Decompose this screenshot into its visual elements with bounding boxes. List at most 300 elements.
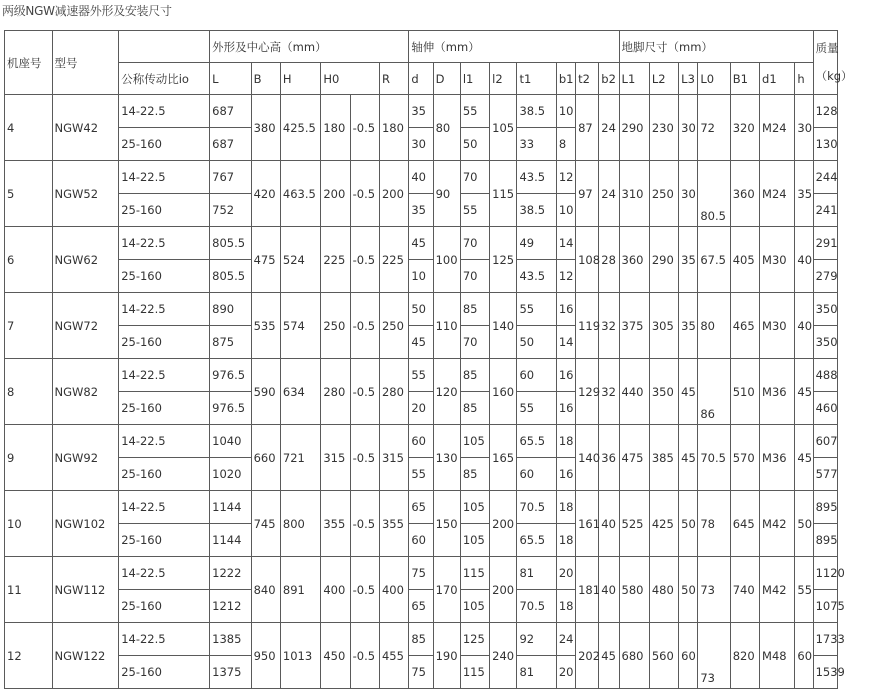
cell-t1: 55 xyxy=(517,293,556,326)
cell-d: 45 xyxy=(409,227,433,260)
table-row xyxy=(5,227,838,260)
header-blank xyxy=(119,31,210,63)
cell-d: 75 xyxy=(409,656,433,689)
cell-t1: 65.5 xyxy=(517,425,556,458)
cell-L: 890 xyxy=(210,293,251,326)
header-D: D xyxy=(433,63,460,95)
cell-L0: 86 xyxy=(698,359,730,425)
header-foot: 地脚尺寸（mm） xyxy=(619,31,813,63)
table-row xyxy=(5,293,838,326)
cell-d: 30 xyxy=(409,128,433,161)
header-L: L xyxy=(210,63,251,95)
cell-R: 280 xyxy=(379,359,408,425)
cell-d1: M48 xyxy=(760,623,795,689)
header-B1: B1 xyxy=(730,63,759,95)
cell-d: 50 xyxy=(409,293,433,326)
cell-b1: 16 xyxy=(556,392,575,425)
cell-D: 120 xyxy=(433,359,460,425)
cell-t2: 140 xyxy=(576,425,599,491)
cell-model: NGW62 xyxy=(52,227,119,293)
cell-D: 150 xyxy=(433,491,460,557)
cell-b1: 16 xyxy=(556,458,575,491)
cell-l2: 115 xyxy=(490,161,517,227)
cell-L2: 350 xyxy=(649,359,678,425)
cell-model: NGW92 xyxy=(52,425,119,491)
header-mass: 质量 （kg） xyxy=(813,31,837,95)
cell-l1: 105 xyxy=(460,425,489,458)
cell-tol: -0.5 xyxy=(350,293,379,359)
cell-l1: 105 xyxy=(460,491,489,524)
cell-L3: 50 xyxy=(679,557,698,623)
cell-l1: 70 xyxy=(460,161,489,194)
header-L0: L0 xyxy=(698,63,730,95)
header-H: H xyxy=(280,63,320,95)
cell-d: 75 xyxy=(409,557,433,590)
cell-frame: 11 xyxy=(5,557,53,623)
cell-L: 1040 xyxy=(210,425,251,458)
cell-l1: 85 xyxy=(460,293,489,326)
cell-frame: 4 xyxy=(5,95,53,161)
cell-B1: 570 xyxy=(730,425,759,491)
cell-l1: 55 xyxy=(460,95,489,128)
cell-t1: 81 xyxy=(517,557,556,590)
table-row xyxy=(5,623,838,656)
cell-ratio: 14-22.5 xyxy=(119,425,210,458)
cell-b2: 24 xyxy=(599,95,619,161)
cell-l2: 200 xyxy=(490,491,517,557)
cell-ratio: 14-22.5 xyxy=(119,95,210,128)
cell-h: 40 xyxy=(795,293,813,359)
cell-L: 976.5 xyxy=(210,392,251,425)
cell-L2: 250 xyxy=(649,161,678,227)
header-t1: t1 xyxy=(517,63,556,95)
cell-L0: 73 xyxy=(698,623,730,689)
cell-L: 1222 xyxy=(210,557,251,590)
cell-b2: 40 xyxy=(599,491,619,557)
cell-L3: 45 xyxy=(679,359,698,425)
cell-t1: 33 xyxy=(517,128,556,161)
cell-l1: 115 xyxy=(460,557,489,590)
cell-L0: 73 xyxy=(698,557,730,623)
cell-mass: 128 xyxy=(813,95,837,128)
cell-ratio: 25-160 xyxy=(119,260,210,293)
cell-b1: 16 xyxy=(556,359,575,392)
cell-b1: 18 xyxy=(556,590,575,623)
cell-L: 1385 xyxy=(210,623,251,656)
cell-ratio: 14-22.5 xyxy=(119,491,210,524)
cell-B1: 360 xyxy=(730,161,759,227)
header-R: R xyxy=(379,63,408,95)
cell-d: 65 xyxy=(409,590,433,623)
cell-l1: 70 xyxy=(460,326,489,359)
cell-H: 1013 xyxy=(280,623,320,689)
cell-mass: 607 xyxy=(813,425,837,458)
header-B: B xyxy=(251,63,280,95)
cell-d: 35 xyxy=(409,95,433,128)
cell-b2: 32 xyxy=(599,359,619,425)
cell-L2: 425 xyxy=(649,491,678,557)
header-d1: d1 xyxy=(760,63,795,95)
header-H0: H0 xyxy=(321,63,380,95)
cell-L: 687 xyxy=(210,128,251,161)
cell-t1: 50 xyxy=(517,326,556,359)
cell-t2: 202 xyxy=(576,623,599,689)
cell-B: 420 xyxy=(251,161,280,227)
cell-L1: 475 xyxy=(619,425,649,491)
header-L2: L2 xyxy=(649,63,678,95)
cell-frame: 5 xyxy=(5,161,53,227)
cell-L: 752 xyxy=(210,194,251,227)
cell-frame: 12 xyxy=(5,623,53,689)
cell-t2: 97 xyxy=(576,161,599,227)
cell-t1: 55 xyxy=(517,392,556,425)
cell-L0: 70.5 xyxy=(698,425,730,491)
cell-L3: 35 xyxy=(679,293,698,359)
cell-ratio: 25-160 xyxy=(119,458,210,491)
header-l2: l2 xyxy=(490,63,517,95)
header-L3: L3 xyxy=(679,63,698,95)
cell-L0: 72 xyxy=(698,95,730,161)
cell-d: 60 xyxy=(409,425,433,458)
cell-L2: 385 xyxy=(649,425,678,491)
cell-b1: 12 xyxy=(556,161,575,194)
header-b1: b1 xyxy=(556,63,575,95)
header-outline: 外形及中心高（mm） xyxy=(210,31,409,63)
cell-d1: M36 xyxy=(760,425,795,491)
cell-B: 535 xyxy=(251,293,280,359)
cell-d1: M30 xyxy=(760,293,795,359)
header-b2: b2 xyxy=(599,63,619,95)
table-row xyxy=(5,425,838,458)
header-L1: L1 xyxy=(619,63,649,95)
cell-L3: 50 xyxy=(679,491,698,557)
header-shaft: 轴伸（mm） xyxy=(409,31,619,63)
cell-b1: 24 xyxy=(556,623,575,656)
cell-ratio: 25-160 xyxy=(119,392,210,425)
cell-D: 110 xyxy=(433,293,460,359)
cell-L1: 375 xyxy=(619,293,649,359)
cell-h: 60 xyxy=(795,623,813,689)
cell-mass: 350 xyxy=(813,326,837,359)
cell-t1: 38.5 xyxy=(517,194,556,227)
cell-H: 891 xyxy=(280,557,320,623)
cell-tol: -0.5 xyxy=(350,227,379,293)
cell-ratio: 25-160 xyxy=(119,194,210,227)
cell-tol: -0.5 xyxy=(350,557,379,623)
cell-B: 745 xyxy=(251,491,280,557)
cell-B1: 820 xyxy=(730,623,759,689)
cell-tol: -0.5 xyxy=(350,359,379,425)
cell-ratio: 14-22.5 xyxy=(119,227,210,260)
cell-t2: 161 xyxy=(576,491,599,557)
cell-t2: 87 xyxy=(576,95,599,161)
cell-D: 90 xyxy=(433,161,460,227)
cell-B: 475 xyxy=(251,227,280,293)
cell-L1: 310 xyxy=(619,161,649,227)
cell-l1: 105 xyxy=(460,524,489,557)
cell-tol: -0.5 xyxy=(350,161,379,227)
cell-H0: 450 xyxy=(321,623,350,689)
cell-l1: 85 xyxy=(460,458,489,491)
cell-l1: 125 xyxy=(460,623,489,656)
cell-h: 30 xyxy=(795,95,813,161)
cell-l2: 125 xyxy=(490,227,517,293)
cell-model: NGW82 xyxy=(52,359,119,425)
cell-model: NGW42 xyxy=(52,95,119,161)
cell-l1: 50 xyxy=(460,128,489,161)
cell-h: 55 xyxy=(795,557,813,623)
cell-B: 660 xyxy=(251,425,280,491)
cell-h: 45 xyxy=(795,359,813,425)
page-title: 两级NGW减速器外形及安装尺寸 xyxy=(2,4,172,18)
cell-d1: M42 xyxy=(760,557,795,623)
cell-L3: 30 xyxy=(679,95,698,161)
cell-d: 85 xyxy=(409,623,433,656)
cell-d: 40 xyxy=(409,161,433,194)
cell-d: 65 xyxy=(409,491,433,524)
cell-b1: 20 xyxy=(556,656,575,689)
cell-ratio: 14-22.5 xyxy=(119,293,210,326)
cell-tol: -0.5 xyxy=(350,491,379,557)
cell-B: 590 xyxy=(251,359,280,425)
cell-L2: 290 xyxy=(649,227,678,293)
cell-B1: 740 xyxy=(730,557,759,623)
cell-B1: 465 xyxy=(730,293,759,359)
cell-L2: 305 xyxy=(649,293,678,359)
cell-L: 805.5 xyxy=(210,227,251,260)
cell-H: 425.5 xyxy=(280,95,320,161)
cell-H: 800 xyxy=(280,491,320,557)
cell-t1: 49 xyxy=(517,227,556,260)
cell-l2: 140 xyxy=(490,293,517,359)
cell-L: 1144 xyxy=(210,524,251,557)
cell-t1: 92 xyxy=(517,623,556,656)
cell-mass: 1539 xyxy=(813,656,837,689)
cell-L: 1144 xyxy=(210,491,251,524)
cell-l1: 85 xyxy=(460,359,489,392)
cell-R: 200 xyxy=(379,161,408,227)
cell-ratio: 25-160 xyxy=(119,524,210,557)
cell-L1: 290 xyxy=(619,95,649,161)
cell-L1: 680 xyxy=(619,623,649,689)
cell-H0: 400 xyxy=(321,557,350,623)
cell-ratio: 14-22.5 xyxy=(119,557,210,590)
cell-mass: 460 xyxy=(813,392,837,425)
cell-t1: 43.5 xyxy=(517,260,556,293)
cell-b1: 18 xyxy=(556,524,575,557)
cell-model: NGW52 xyxy=(52,161,119,227)
cell-H: 721 xyxy=(280,425,320,491)
cell-d: 55 xyxy=(409,359,433,392)
cell-t1: 43.5 xyxy=(517,161,556,194)
cell-d: 10 xyxy=(409,260,433,293)
cell-L3: 30 xyxy=(679,161,698,227)
cell-B1: 510 xyxy=(730,359,759,425)
cell-t1: 70.5 xyxy=(517,590,556,623)
cell-frame: 8 xyxy=(5,359,53,425)
cell-L: 687 xyxy=(210,95,251,128)
cell-mass: 1733 xyxy=(813,623,837,656)
table-row xyxy=(5,161,838,194)
table-row xyxy=(5,557,838,590)
cell-b1: 18 xyxy=(556,425,575,458)
cell-frame: 10 xyxy=(5,491,53,557)
cell-l1: 55 xyxy=(460,194,489,227)
cell-l1: 70 xyxy=(460,227,489,260)
cell-b2: 40 xyxy=(599,557,619,623)
cell-H: 463.5 xyxy=(280,161,320,227)
cell-L3: 60 xyxy=(679,623,698,689)
cell-mass: 488 xyxy=(813,359,837,392)
cell-L3: 35 xyxy=(679,227,698,293)
cell-L1: 525 xyxy=(619,491,649,557)
cell-L: 875 xyxy=(210,326,251,359)
cell-l2: 200 xyxy=(490,557,517,623)
cell-ratio: 25-160 xyxy=(119,128,210,161)
cell-B1: 320 xyxy=(730,95,759,161)
cell-b1: 18 xyxy=(556,491,575,524)
cell-tol: -0.5 xyxy=(350,95,379,161)
cell-b2: 36 xyxy=(599,425,619,491)
header-d: d xyxy=(409,63,433,95)
table-row xyxy=(5,491,838,524)
cell-R: 455 xyxy=(379,623,408,689)
cell-l2: 160 xyxy=(490,359,517,425)
cell-t2: 108 xyxy=(576,227,599,293)
cell-R: 250 xyxy=(379,293,408,359)
cell-H0: 355 xyxy=(321,491,350,557)
cell-mass: 130 xyxy=(813,128,837,161)
cell-l1: 70 xyxy=(460,260,489,293)
cell-l2: 105 xyxy=(490,95,517,161)
cell-L2: 230 xyxy=(649,95,678,161)
cell-H0: 280 xyxy=(321,359,350,425)
cell-b1: 12 xyxy=(556,260,575,293)
cell-d: 55 xyxy=(409,458,433,491)
cell-L: 976.5 xyxy=(210,359,251,392)
header-h: h xyxy=(795,63,813,95)
dimension-table xyxy=(4,30,853,689)
cell-t1: 65.5 xyxy=(517,524,556,557)
cell-h: 50 xyxy=(795,491,813,557)
cell-ratio: 25-160 xyxy=(119,656,210,689)
cell-mass: 895 xyxy=(813,524,837,557)
cell-R: 225 xyxy=(379,227,408,293)
cell-b2: 45 xyxy=(599,623,619,689)
cell-b1: 14 xyxy=(556,326,575,359)
cell-mass: 291 xyxy=(813,227,837,260)
cell-R: 400 xyxy=(379,557,408,623)
cell-L: 805.5 xyxy=(210,260,251,293)
cell-h: 35 xyxy=(795,161,813,227)
cell-d1: M24 xyxy=(760,95,795,161)
cell-R: 180 xyxy=(379,95,408,161)
cell-l1: 115 xyxy=(460,656,489,689)
cell-L: 767 xyxy=(210,161,251,194)
cell-ratio: 25-160 xyxy=(119,326,210,359)
cell-L: 1020 xyxy=(210,458,251,491)
cell-B: 380 xyxy=(251,95,280,161)
cell-d1: M36 xyxy=(760,359,795,425)
cell-ratio: 25-160 xyxy=(119,590,210,623)
cell-model: NGW72 xyxy=(52,293,119,359)
cell-H0: 225 xyxy=(321,227,350,293)
cell-ratio: 14-22.5 xyxy=(119,623,210,656)
cell-b1: 16 xyxy=(556,293,575,326)
cell-b1: 10 xyxy=(556,95,575,128)
cell-tol: -0.5 xyxy=(350,425,379,491)
cell-L0: 78 xyxy=(698,491,730,557)
cell-b2: 24 xyxy=(599,161,619,227)
cell-mass: 1075 xyxy=(813,590,837,623)
cell-H0: 315 xyxy=(321,425,350,491)
cell-L1: 440 xyxy=(619,359,649,425)
cell-L: 1375 xyxy=(210,656,251,689)
header-l1: l1 xyxy=(460,63,489,95)
cell-b1: 10 xyxy=(556,194,575,227)
cell-l2: 165 xyxy=(490,425,517,491)
table-row xyxy=(5,359,838,392)
cell-d: 20 xyxy=(409,392,433,425)
cell-D: 190 xyxy=(433,623,460,689)
cell-model: NGW102 xyxy=(52,491,119,557)
cell-H: 634 xyxy=(280,359,320,425)
cell-B1: 405 xyxy=(730,227,759,293)
cell-t1: 81 xyxy=(517,656,556,689)
cell-d: 60 xyxy=(409,524,433,557)
cell-L0: 67.5 xyxy=(698,227,730,293)
header-t2: t2 xyxy=(576,63,599,95)
header-ratio: 公称传动比io xyxy=(119,63,210,95)
cell-H0: 250 xyxy=(321,293,350,359)
cell-L1: 360 xyxy=(619,227,649,293)
cell-B: 950 xyxy=(251,623,280,689)
cell-B1: 645 xyxy=(730,491,759,557)
cell-d: 35 xyxy=(409,194,433,227)
table-row xyxy=(5,95,838,128)
cell-l1: 85 xyxy=(460,392,489,425)
cell-t2: 181 xyxy=(576,557,599,623)
cell-mass: 1120 xyxy=(813,557,837,590)
cell-D: 170 xyxy=(433,557,460,623)
cell-R: 355 xyxy=(379,491,408,557)
cell-H: 574 xyxy=(280,293,320,359)
cell-L: 1212 xyxy=(210,590,251,623)
cell-l2: 240 xyxy=(490,623,517,689)
cell-L2: 560 xyxy=(649,623,678,689)
cell-l1: 105 xyxy=(460,590,489,623)
cell-H0: 200 xyxy=(321,161,350,227)
cell-b1: 14 xyxy=(556,227,575,260)
cell-B: 840 xyxy=(251,557,280,623)
cell-t2: 119 xyxy=(576,293,599,359)
cell-L0: 80 xyxy=(698,293,730,359)
cell-model: NGW122 xyxy=(52,623,119,689)
header-frame: 机座号 xyxy=(5,31,53,95)
cell-D: 130 xyxy=(433,425,460,491)
cell-mass: 577 xyxy=(813,458,837,491)
cell-frame: 7 xyxy=(5,293,53,359)
cell-ratio: 14-22.5 xyxy=(119,161,210,194)
cell-b1: 20 xyxy=(556,557,575,590)
cell-frame: 6 xyxy=(5,227,53,293)
cell-b2: 32 xyxy=(599,293,619,359)
cell-t1: 38.5 xyxy=(517,95,556,128)
header-model: 型号 xyxy=(52,31,119,95)
cell-d1: M30 xyxy=(760,227,795,293)
cell-tol: -0.5 xyxy=(350,623,379,689)
cell-t1: 70.5 xyxy=(517,491,556,524)
